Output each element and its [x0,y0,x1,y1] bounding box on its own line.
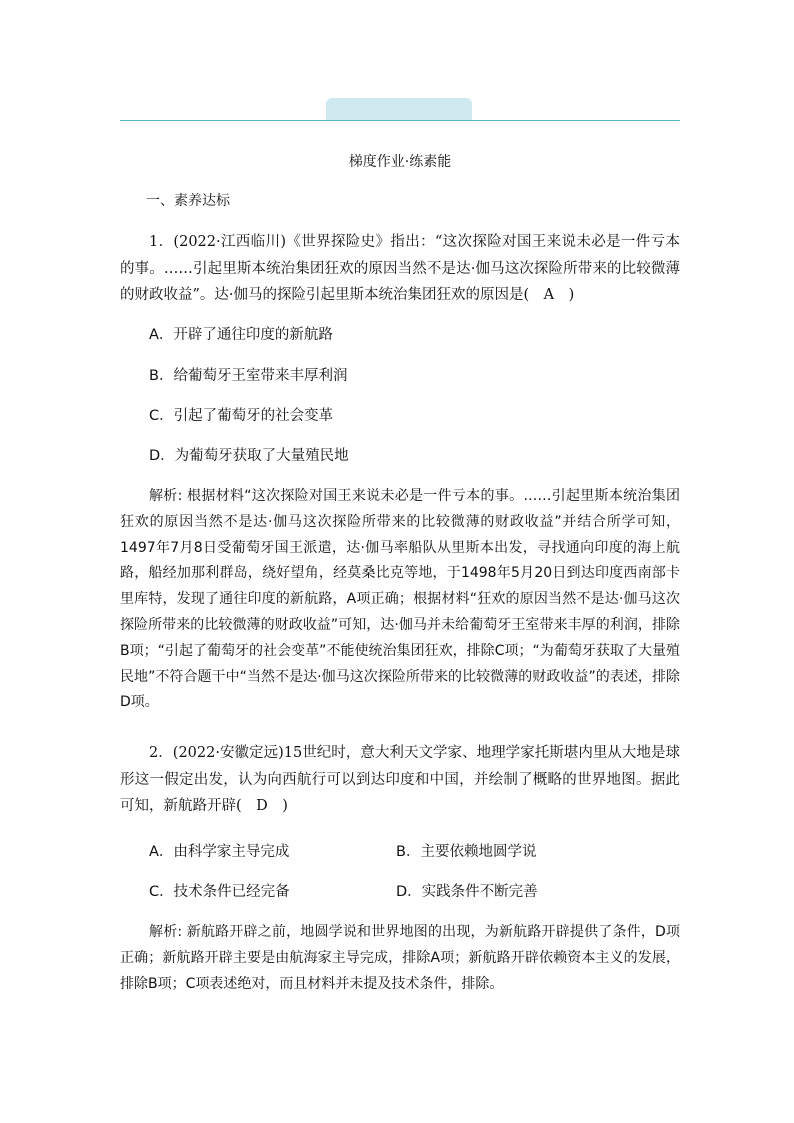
question-2-option-a: A．由科学家主导完成 [149,844,290,860]
question-1-analysis [120,484,680,716]
question-2-analysis [120,920,680,997]
question-2-option-b: B．主要依赖地圆学说 [396,844,537,860]
question-1-stem: 1．(2022·江西临川)《世界探险史》指出：“这次探险对国王来说未必是一件亏本的事。……引起里斯本统治集团狂欢的原因当然不是达·伽马这次探险所带来的比较微薄的财政收益”。达·伽马的探险引起里斯本统治集团狂欢的原因是( A ) [120,234,680,303]
question-1-option-a: A．开辟了通往印度的新航路 [149,327,333,343]
question-2-stem: 2．(2022·安徽定远)15世纪时，意大利天文学家、地理学家托斯堪内里从大地是球形这一假定出发，认为向西航行可以到达印度和中国，并绘制了概略的世界地图。据此可知，新航路开辟( D ) [120,745,680,814]
section-title: 一、素养达标 [146,193,230,209]
analysis-text: 新航路开辟之前，地圆学说和世界地图的出现，为新航路开辟提供了条件，D项正确；新航路开辟主要是由航海家主导完成，排除A项；新航路开辟依赖资本主义的发展，排除B项；C项表述绝对，而且材料并未提及技术条件，排除。 [120,924,681,992]
analysis-text: 根据材料“这次探险对国王来说未必是一件亏本的事。……引起里斯本统治集团狂欢的原因当然不是达·伽马这次探险所带来的比较微薄的财政收益”并结合所学可知，1497年7月8日受葡萄牙国王派遣，达·伽马率船队从里斯本出发，寻找通向印度的海上航路，船经加那利群岛，绕好望角，经莫桑比克等地，于1498年5月20日到达印度西南部卡里库特，发现了通往印度的新航路，A项正确；根据材料“狂欢的原因当然不是达·伽马这次探险所带来的比较微薄的财政收益”可知，达·伽马并未给葡萄牙王室带来丰厚的利润，排除B项；“引起了葡萄牙的社会变革”不能使统治集团狂欢，排除C项；“为葡萄牙获取了大量殖民地”不符合题干中“当然不是达·伽马这次探险所带来的比较微薄的财政收益”的表述，排除D项。 [120,488,681,711]
header-rule [120,120,680,121]
question-2-option-d: D．实践条件不断完善 [396,884,538,900]
question-2-option-c: C．技术条件已经完备 [149,884,290,900]
analysis-label: 解析: [149,924,183,940]
question-1-option-d: D．为葡萄牙获取了大量殖民地 [149,448,349,464]
analysis-label: 解析: [149,488,183,504]
question-1-option-b: B．给葡萄牙王室带来丰厚利润 [149,368,348,384]
question-1-option-c: C．引起了葡萄牙的社会变革 [149,408,334,424]
page-title: 梯度作业·练素能 [348,154,452,170]
header-tab [326,98,472,120]
